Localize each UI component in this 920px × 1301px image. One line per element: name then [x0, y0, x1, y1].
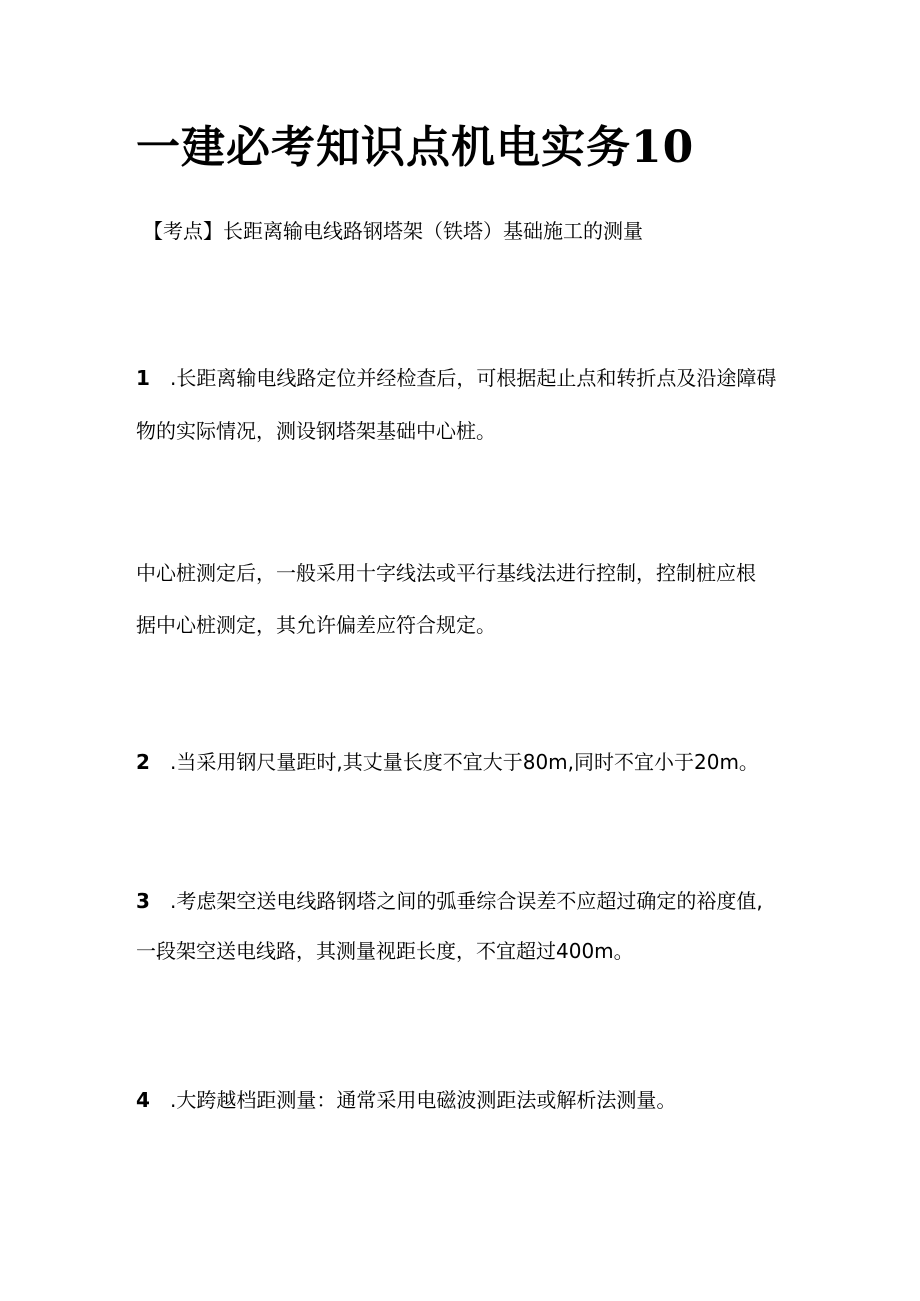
- item-1-line-1: [136, 364, 776, 392]
- item-3-line-2: 一段架空送电线路，其测量视距长度，不宜超过400m。: [136, 939, 634, 963]
- item-number: 2: [136, 750, 150, 774]
- item-text: .长距离输电线路定位并经检查后，可根据起止点和转折点及沿途障碍: [170, 366, 777, 390]
- item-4-line-1: [136, 1086, 676, 1114]
- item-number: 1: [136, 366, 150, 390]
- paragraph-line-1: 中心桩测定后，一般采用十字线法或平行基线法进行控制，控制桩应根: [136, 561, 756, 585]
- topic-heading: 【考点】长距离输电线路钢塔架（铁塔）基础施工的测量: [143, 219, 643, 243]
- item-text: .考虑架空送电线路钢塔之间的弧垂综合误差不应超过确定的裕度值,: [170, 889, 763, 913]
- item-text: .大跨越档距测量：通常采用电磁波测距法或解析法测量。: [170, 1088, 677, 1112]
- document-title: 一建必考知识点机电实务10: [136, 122, 695, 173]
- item-2-line-1: [136, 748, 759, 776]
- paragraph-line-2: 据中心桩测定，其允许偏差应符合规定。: [136, 613, 496, 637]
- item-number: 4: [136, 1088, 150, 1112]
- item-1-line-2: 物的实际情况，测设钢塔架基础中心桩。: [136, 419, 496, 443]
- item-3-line-1: [136, 887, 763, 915]
- item-number: 3: [136, 889, 150, 913]
- item-text: .当采用钢尺量距时,其丈量长度不宜大于80m,同时不宜小于20m。: [170, 750, 759, 774]
